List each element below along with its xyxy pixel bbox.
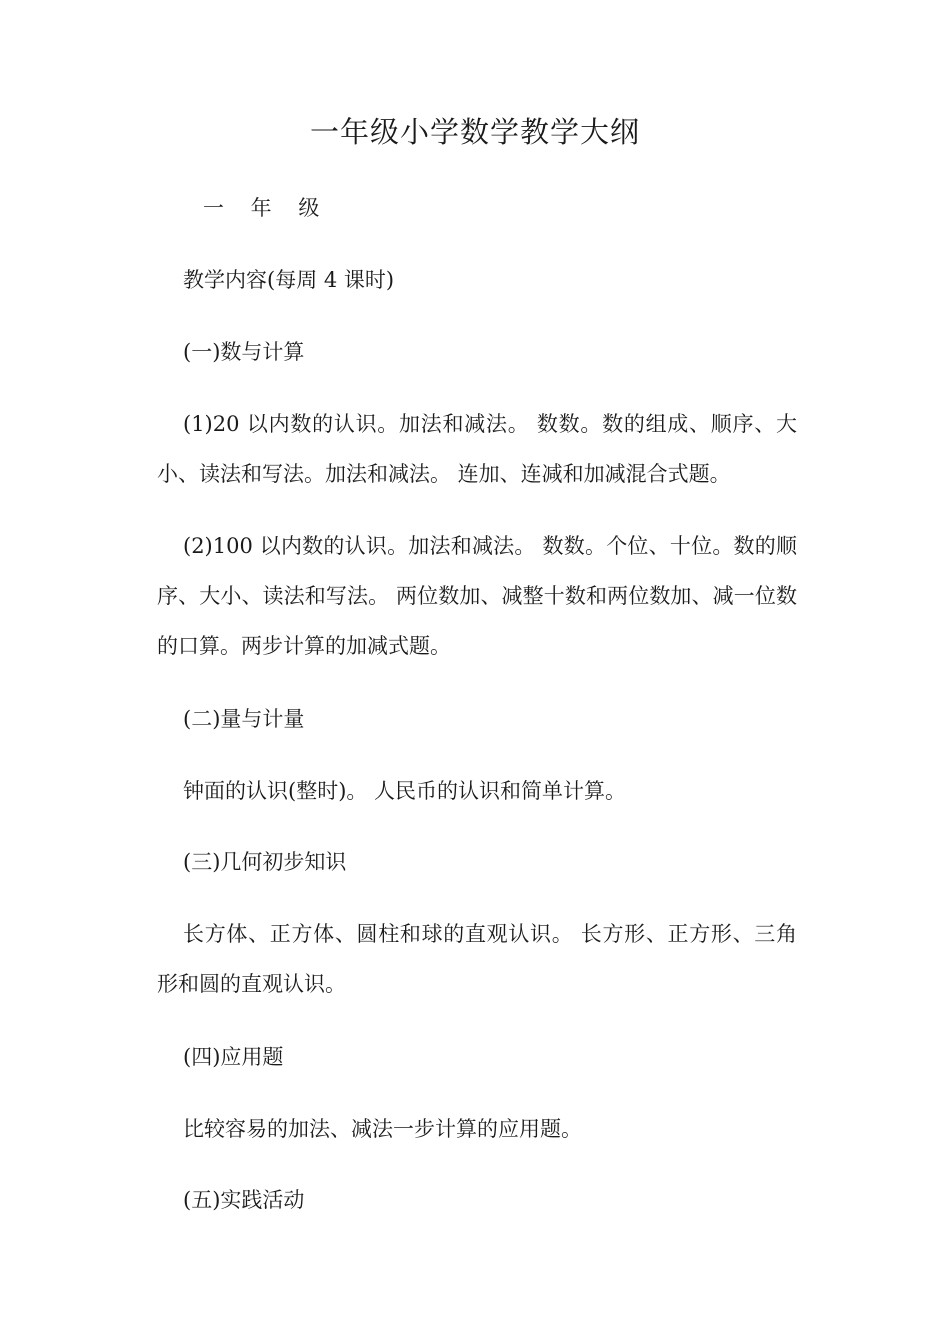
section-heading-word-problems: (四)应用题	[183, 1045, 284, 1069]
paragraph-shapes	[157, 909, 797, 1009]
paragraph-text: (2)100 以内数的认识。加法和减法。 数数。个位、十位。数的顺序、大小、读法和写法。 两位数加、减整十数和两位数加、减一位数的口算。两步计算的加减式题。	[157, 534, 797, 658]
paragraph-text: (1)20 以内数的认识。加法和减法。 数数。数的组成、顺序、大小、读法和写法。加法和减法。 连加、连减和加减混合式题。	[157, 412, 797, 486]
paragraph-within-20	[157, 399, 797, 499]
paragraph-text: 钟面的认识(整时)。 人民币的认识和简单计算。	[183, 779, 627, 803]
content-header: 教学内容(每周 4 课时)	[183, 268, 395, 292]
section-heading-practice: (五)实践活动	[183, 1188, 305, 1212]
paragraph-word-problems	[157, 1104, 797, 1154]
document-title: 一年级小学数学教学大纲	[309, 115, 640, 149]
grade-heading: 一 年 级	[203, 196, 330, 220]
paragraph-text: 长方体、正方体、圆柱和球的直观认识。 长方形、正方形、三角形和圆的直观认识。	[157, 922, 797, 996]
section-heading-measurement: (二)量与计量	[183, 707, 305, 731]
paragraph-text: 比较容易的加法、减法一步计算的应用题。	[183, 1117, 582, 1141]
paragraph-clock-money	[157, 766, 797, 816]
section-heading-geometry: (三)几何初步知识	[183, 850, 347, 874]
paragraph-within-100	[157, 521, 797, 671]
section-heading-numbers: (一)数与计算	[183, 340, 305, 364]
